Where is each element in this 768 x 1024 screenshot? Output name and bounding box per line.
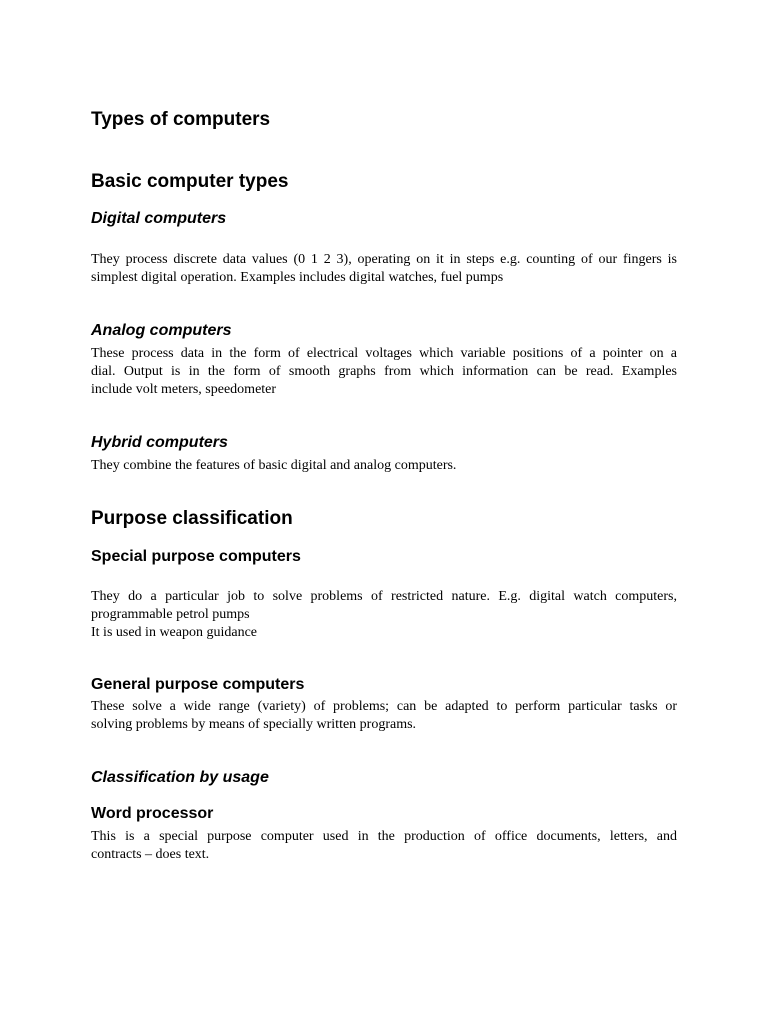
heading-digital-computers: Digital computers (91, 210, 227, 227)
paragraph-line: solving problems by means of specially written programs. (91, 717, 417, 732)
paragraph-line: These solve a wide range (variety) of problems; can be adapted to perform particular tasks or (91, 699, 677, 714)
heading-special-purpose-computers: Special purpose computers (91, 548, 301, 565)
paragraph-analog-computers (91, 345, 677, 399)
heading-purpose-classification: Purpose classification (91, 508, 293, 529)
paragraph-line: This is a special purpose computer used in the production of office documents, letters, and (91, 829, 677, 844)
page-title: Types of computers (91, 109, 271, 130)
paragraph-line: programmable petrol pumps (91, 607, 250, 622)
paragraph-line: These process data in the form of electrical voltages which variable positions of a pointer on a (91, 346, 677, 361)
paragraph-line: They process discrete data values (0 1 2 3), operating on it in steps e.g. counting of our fingers is (91, 252, 677, 267)
heading-hybrid-computers: Hybrid computers (91, 434, 228, 451)
paragraph-hybrid-computers (91, 457, 677, 475)
paragraph-line: dial. Output is in the form of smooth graphs from which information can be read. Examples (91, 364, 677, 379)
paragraph-line: They do a particular job to solve problems of restricted nature. E.g. digital watch computers, (91, 589, 677, 604)
heading-basic-computer-types: Basic computer types (91, 171, 289, 192)
heading-analog-computers: Analog computers (91, 322, 232, 339)
paragraph-line: It is used in weapon guidance (91, 625, 258, 640)
paragraph-word-processor (91, 828, 677, 864)
paragraph-line: simplest digital operation. Examples includes digital watches, fuel pumps (91, 270, 504, 285)
heading-general-purpose-computers: General purpose computers (91, 676, 305, 693)
heading-word-processor: Word processor (91, 805, 214, 822)
heading-classification-by-usage: Classification by usage (91, 769, 269, 786)
paragraph-line: include volt meters, speedometer (91, 382, 277, 397)
paragraph-general-purpose-computers (91, 698, 677, 734)
paragraph-line: contracts – does text. (91, 847, 210, 862)
paragraph-line: They combine the features of basic digital and analog computers. (91, 458, 457, 473)
paragraph-digital-computers (91, 251, 677, 287)
paragraph-special-purpose-computers (91, 588, 677, 642)
